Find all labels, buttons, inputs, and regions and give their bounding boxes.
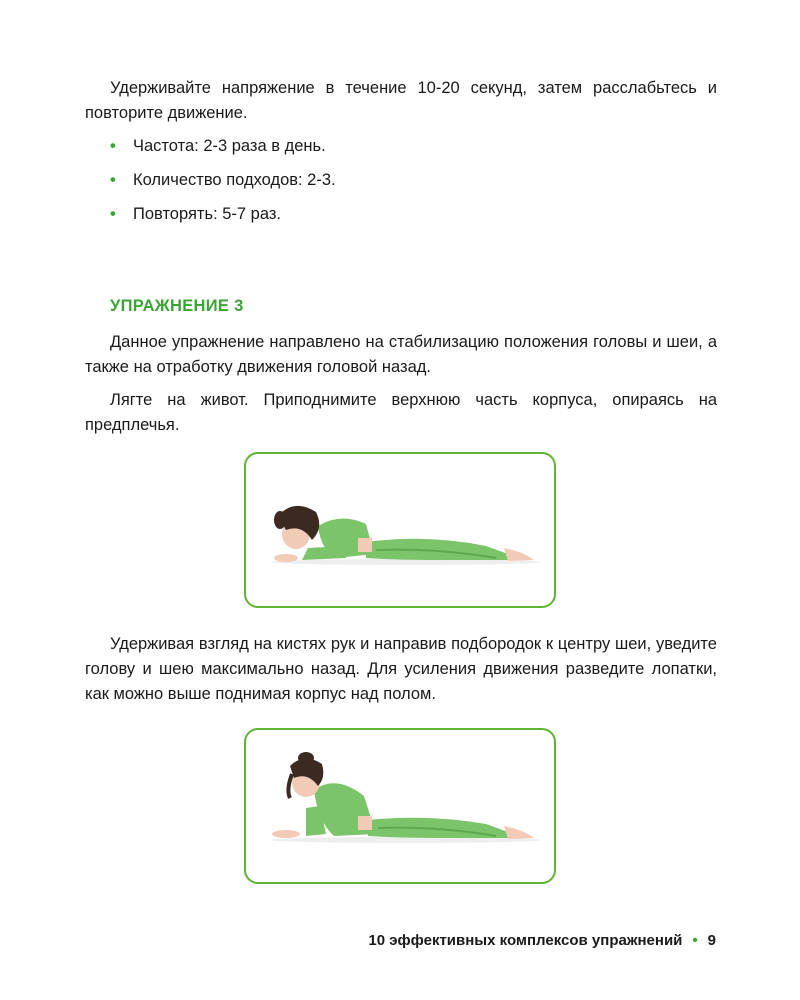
list-item [85,134,717,159]
exercise-step-1: Лягте на живот. Приподнимите верхнюю часть корпуса, опираясь на предплечья. [85,391,717,434]
exercise-text-block-2 [85,632,717,707]
woman-pose-1-illustration [246,454,554,606]
intro-paragraph: Удерживайте напряжение в течение 10-20 секунд, затем расслабьтесь и повторите движение. [85,79,717,122]
exercise-step-2: Удерживая взгляд на кистях рук и направив подбородок к центру шеи, уведите голову и шею максимально назад. Для усиления движения разведите лопатки, как можно выше поднимая корпус над полом. [85,635,717,703]
bullet-text: Повторять: 5-7 раз. [133,205,281,223]
page-footer [368,932,716,949]
woman-pose-2-illustration [246,730,554,882]
bullet-text: Частота: 2-3 раза в день. [133,137,326,155]
bullet-icon: • [110,137,116,155]
bullet-icon: • [110,171,116,189]
footer-title: 10 эффективных комплексов упражнений [368,932,683,949]
exercise-photo-2 [244,728,556,884]
page-number: 9 [707,932,716,949]
list-item [85,168,717,193]
exercise-photo-1 [244,452,556,608]
list-item [85,202,717,227]
exercise-text-block [85,330,717,446]
bullet-text: Количество подходов: 2-3. [133,171,336,189]
exercise-description: Данное упражнение направлено на стабилизацию положения головы и шеи, а также на отработку движения головой назад. [85,333,717,376]
exercise-heading: УПРАЖНЕНИЕ 3 [110,297,244,315]
intro-block [85,76,717,236]
bullet-list [85,134,717,227]
footer-separator-icon: • [692,932,698,949]
bullet-icon: • [110,205,116,223]
